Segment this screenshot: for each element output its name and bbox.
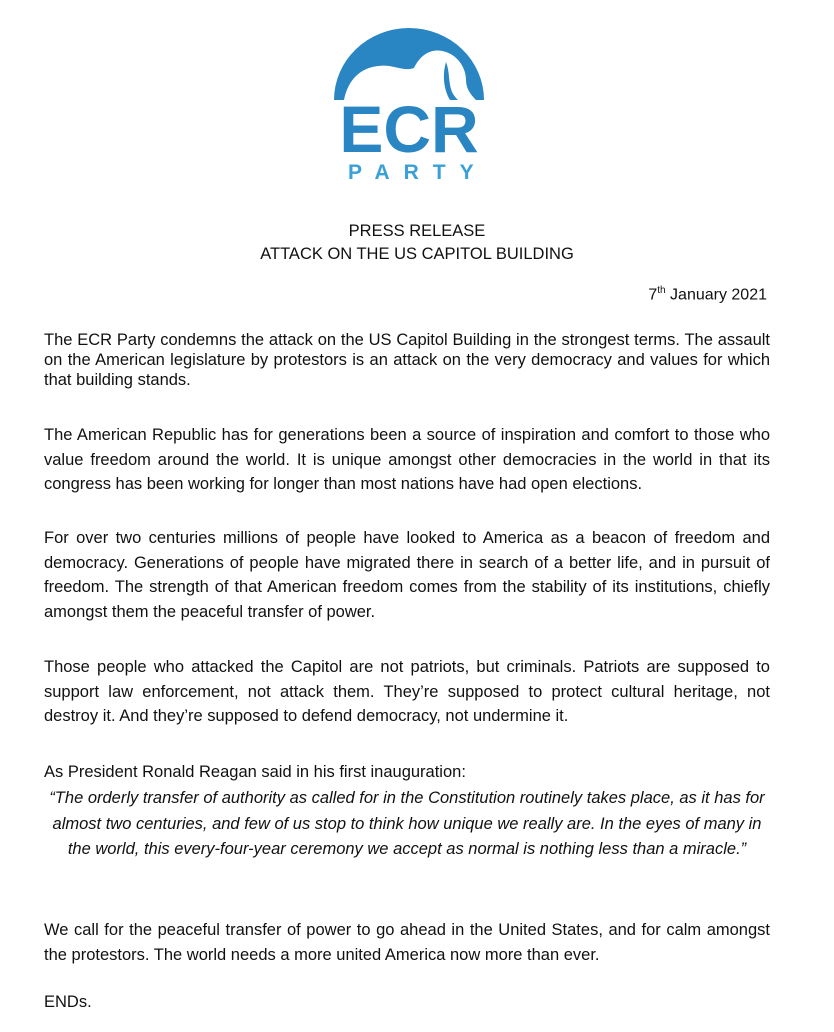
date-suffix: th — [657, 285, 666, 296]
paragraph-call-for-calm: We call for the peaceful transfer of power to go ahead in the United States, and for calm amongst the protestors. The world needs a more united America now more than ever. — [44, 921, 770, 964]
date-rest: January 2021 — [665, 286, 767, 304]
logo-text-main: ECR — [339, 92, 479, 166]
press-release-label: PRESS RELEASE — [348, 222, 486, 240]
paragraph-american-republic: The American Republic has for generations been a source of inspiration and comfort to those who value freedom around the world. It is unique amongst other democracies in the world in that its congress has been working for longer than most nations have had open elections. — [44, 426, 770, 493]
press-release-title: ATTACK ON THE US CAPITOL BUILDING — [260, 245, 574, 263]
logo-text-sub: PARTY — [348, 161, 488, 184]
paragraph-condemnation: The ECR Party condemns the attack on the US Capitol Building in the strongest terms. The assault on the American legislature by protestors is an attack on the very democracy and values for which that building stands. — [44, 331, 770, 389]
ecr-party-logo — [334, 28, 488, 188]
reagan-quote: “The orderly transfer of authority as called for in the Constitution routinely takes place, as it has for almost two centuries, and few of us stop to think how unique we really are. In the eyes of many in the world, this every-four-year ceremony we accept as normal is nothing less than a miracle.” — [49, 789, 765, 858]
paragraph-not-patriots: Those people who attacked the Capitol are not patriots, but criminals. Patriots are supposed to support law enforcement, not attack them. They’re supposed to protect cultural heritage, not destroy it. And they’re supposed to defend democracy, not undermine it. — [44, 658, 770, 725]
release-date — [648, 285, 767, 304]
date-day: 7 — [648, 286, 658, 304]
elephant-silhouette-icon — [334, 28, 484, 100]
paragraph-reagan-intro: As President Ronald Reagan said in his first inauguration: — [44, 763, 466, 781]
paragraph-beacon-of-freedom: For over two centuries millions of people have looked to America as a beacon of freedom and democracy. Generations of people have migrated there in search of a better life, and in pursuit of freedom. The strength of that American freedom comes from the stability of its institutions, chiefly amongst them the peaceful transfer of power. — [44, 529, 770, 621]
ends-marker: ENDs. — [44, 993, 92, 1011]
